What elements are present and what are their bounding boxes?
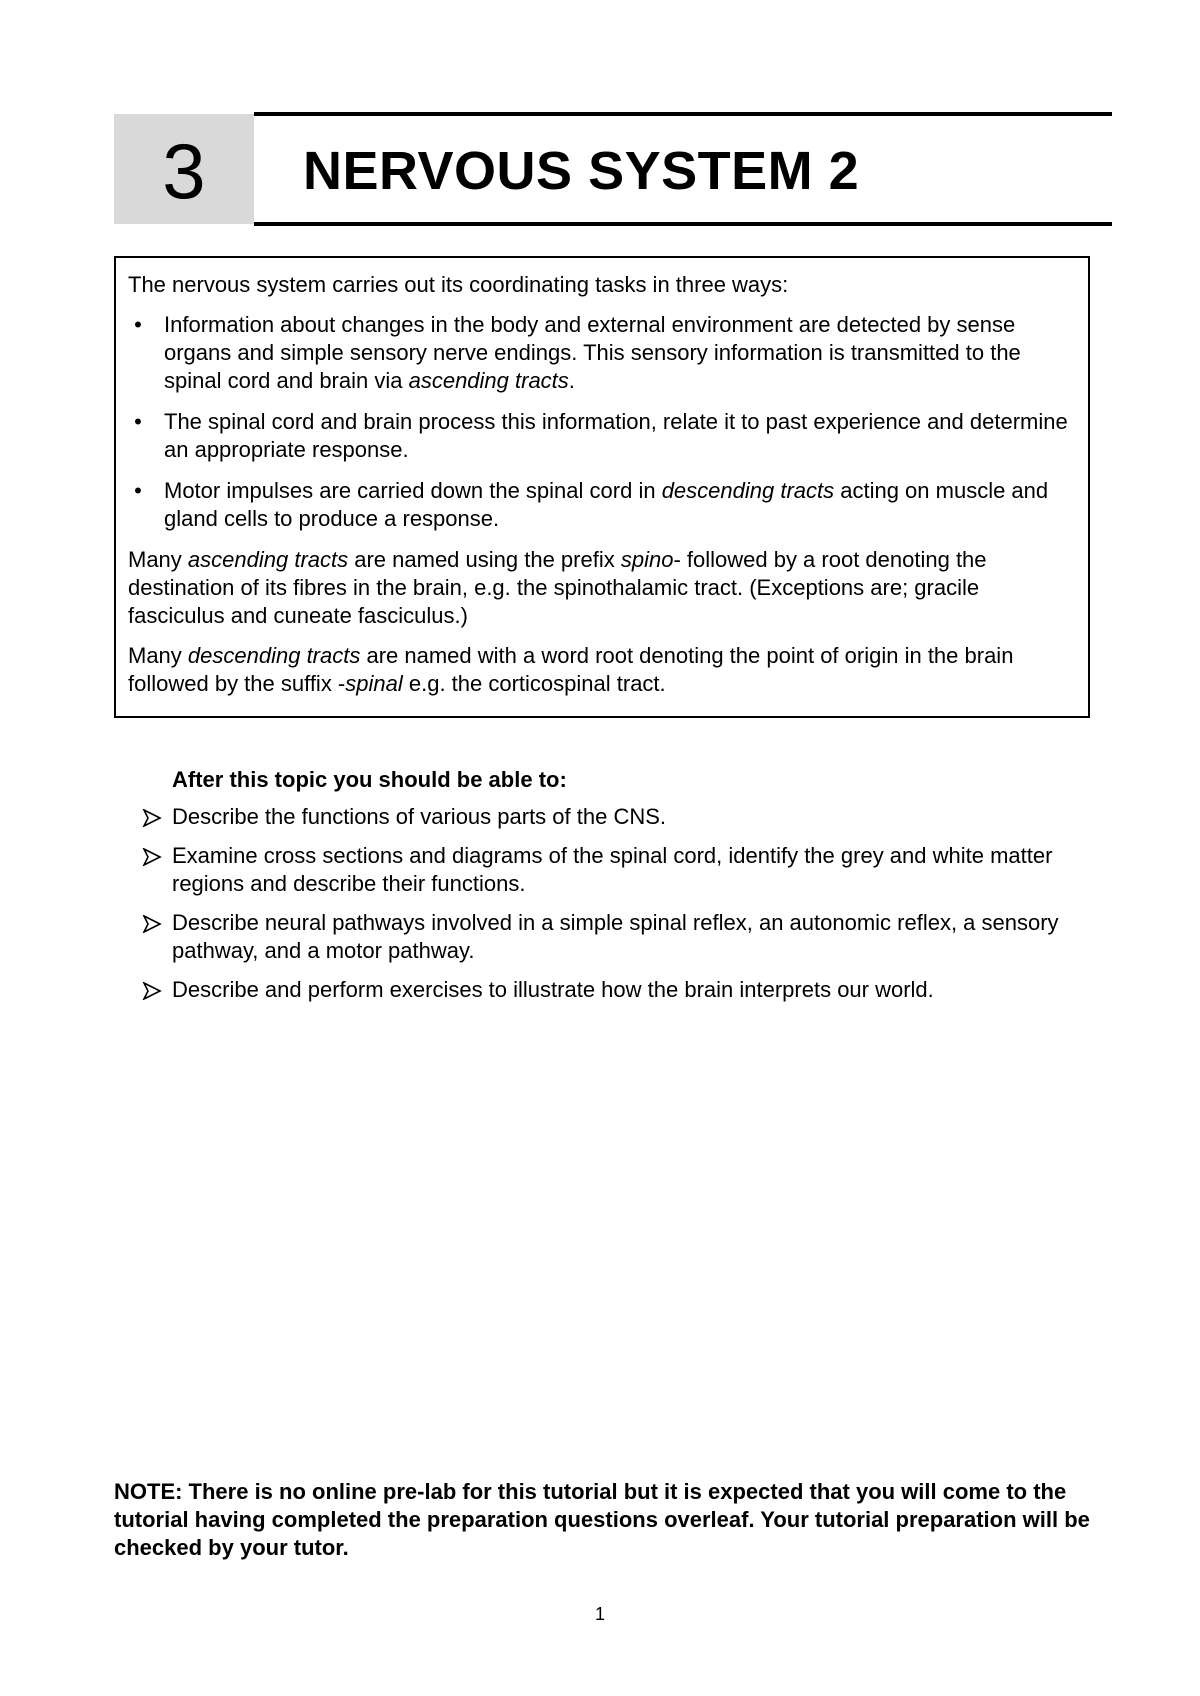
objective-text: Describe the functions of various parts of the CNS. bbox=[172, 804, 667, 829]
para-text: are named with a word root denoting the point of origin in the brain followed by the suffix - bbox=[128, 643, 1014, 696]
intro-bullet-list bbox=[128, 311, 1076, 533]
para-text: e.g. the corticospinal tract. bbox=[402, 671, 666, 696]
objectives-heading: After this topic you should be able to: bbox=[172, 767, 567, 792]
objective-item bbox=[142, 803, 1102, 831]
chapter-title: NERVOUS SYSTEM 2 bbox=[303, 141, 860, 201]
objective-text: Examine cross sections and diagrams of the spinal cord, identify the grey and white matter regions and describe their functions. bbox=[172, 843, 1053, 896]
learning-objectives bbox=[142, 766, 1102, 1015]
bullet-icon: • bbox=[134, 478, 142, 503]
chapter-number-box bbox=[114, 114, 254, 224]
title-rule-top bbox=[254, 112, 1112, 116]
term-ascending-tracts: ascending tracts bbox=[187, 547, 349, 572]
intro-bullet-item bbox=[128, 311, 1076, 395]
bullet-text: The spinal cord and brain process this information, relate it to past experience and determine an appropriate response. bbox=[164, 409, 1068, 462]
bullet-text: Motor impulses are carried down the spinal cord in bbox=[164, 478, 662, 503]
bullet-icon: • bbox=[134, 312, 142, 337]
objective-item bbox=[142, 842, 1102, 898]
chapter-number: 3 bbox=[162, 127, 206, 215]
para-text: Many bbox=[128, 547, 188, 572]
objective-item bbox=[142, 909, 1102, 965]
para-text: are named using the prefix bbox=[348, 547, 621, 572]
objective-item bbox=[142, 976, 1102, 1004]
ascending-tracts-paragraph bbox=[128, 546, 1076, 630]
intro-box bbox=[114, 256, 1090, 718]
para-text: - followed by a root denoting the destination of its fibres in the brain, e.g. the spinothalamic tract. (Exceptions are; gracile fasciculus and cuneate fasciculus.) bbox=[128, 547, 987, 628]
title-rule-bottom bbox=[254, 222, 1112, 226]
intro-bullet-item bbox=[128, 408, 1076, 464]
term-descending-tracts: descending tracts bbox=[187, 643, 361, 668]
arrowhead-icon bbox=[142, 982, 162, 1000]
descending-tracts-paragraph bbox=[128, 642, 1076, 698]
bullet-text-end: . bbox=[568, 368, 575, 393]
intro-lead: The nervous system carries out its coordinating tasks in three ways: bbox=[128, 272, 789, 297]
bullet-text-end: acting on muscle and gland cells to produce a response. bbox=[164, 478, 1049, 531]
objective-list bbox=[142, 803, 1102, 1004]
term-spinal: spinal bbox=[345, 671, 403, 696]
prelab-note: NOTE: There is no online pre-lab for this tutorial but it is expected that you will come to the tutorial having completed the preparation questions overleaf. Your tutorial preparation will be checked by your tutor. bbox=[114, 1479, 1090, 1560]
arrowhead-icon bbox=[142, 915, 162, 933]
para-text: Many bbox=[128, 643, 188, 668]
bullet-icon: • bbox=[134, 409, 142, 434]
arrowhead-icon bbox=[142, 848, 162, 866]
objective-text: Describe and perform exercises to illustrate how the brain interprets our world. bbox=[172, 977, 934, 1002]
term-spino: spino bbox=[620, 547, 674, 572]
term-descending-tracts: descending tracts bbox=[661, 478, 835, 503]
arrowhead-icon bbox=[142, 809, 162, 827]
objective-text: Describe neural pathways involved in a simple spinal reflex, an autonomic reflex, a sensory pathway, and a motor pathway. bbox=[172, 910, 1059, 963]
intro-bullet-item bbox=[128, 477, 1076, 533]
bullet-text: Information about changes in the body and external environment are detected by sense organs and simple sensory nerve endings. This sensory information is transmitted to the spinal cord and brain via bbox=[164, 312, 1021, 393]
page-number: 1 bbox=[594, 1604, 605, 1624]
term-ascending-tracts: ascending tracts bbox=[408, 368, 569, 393]
